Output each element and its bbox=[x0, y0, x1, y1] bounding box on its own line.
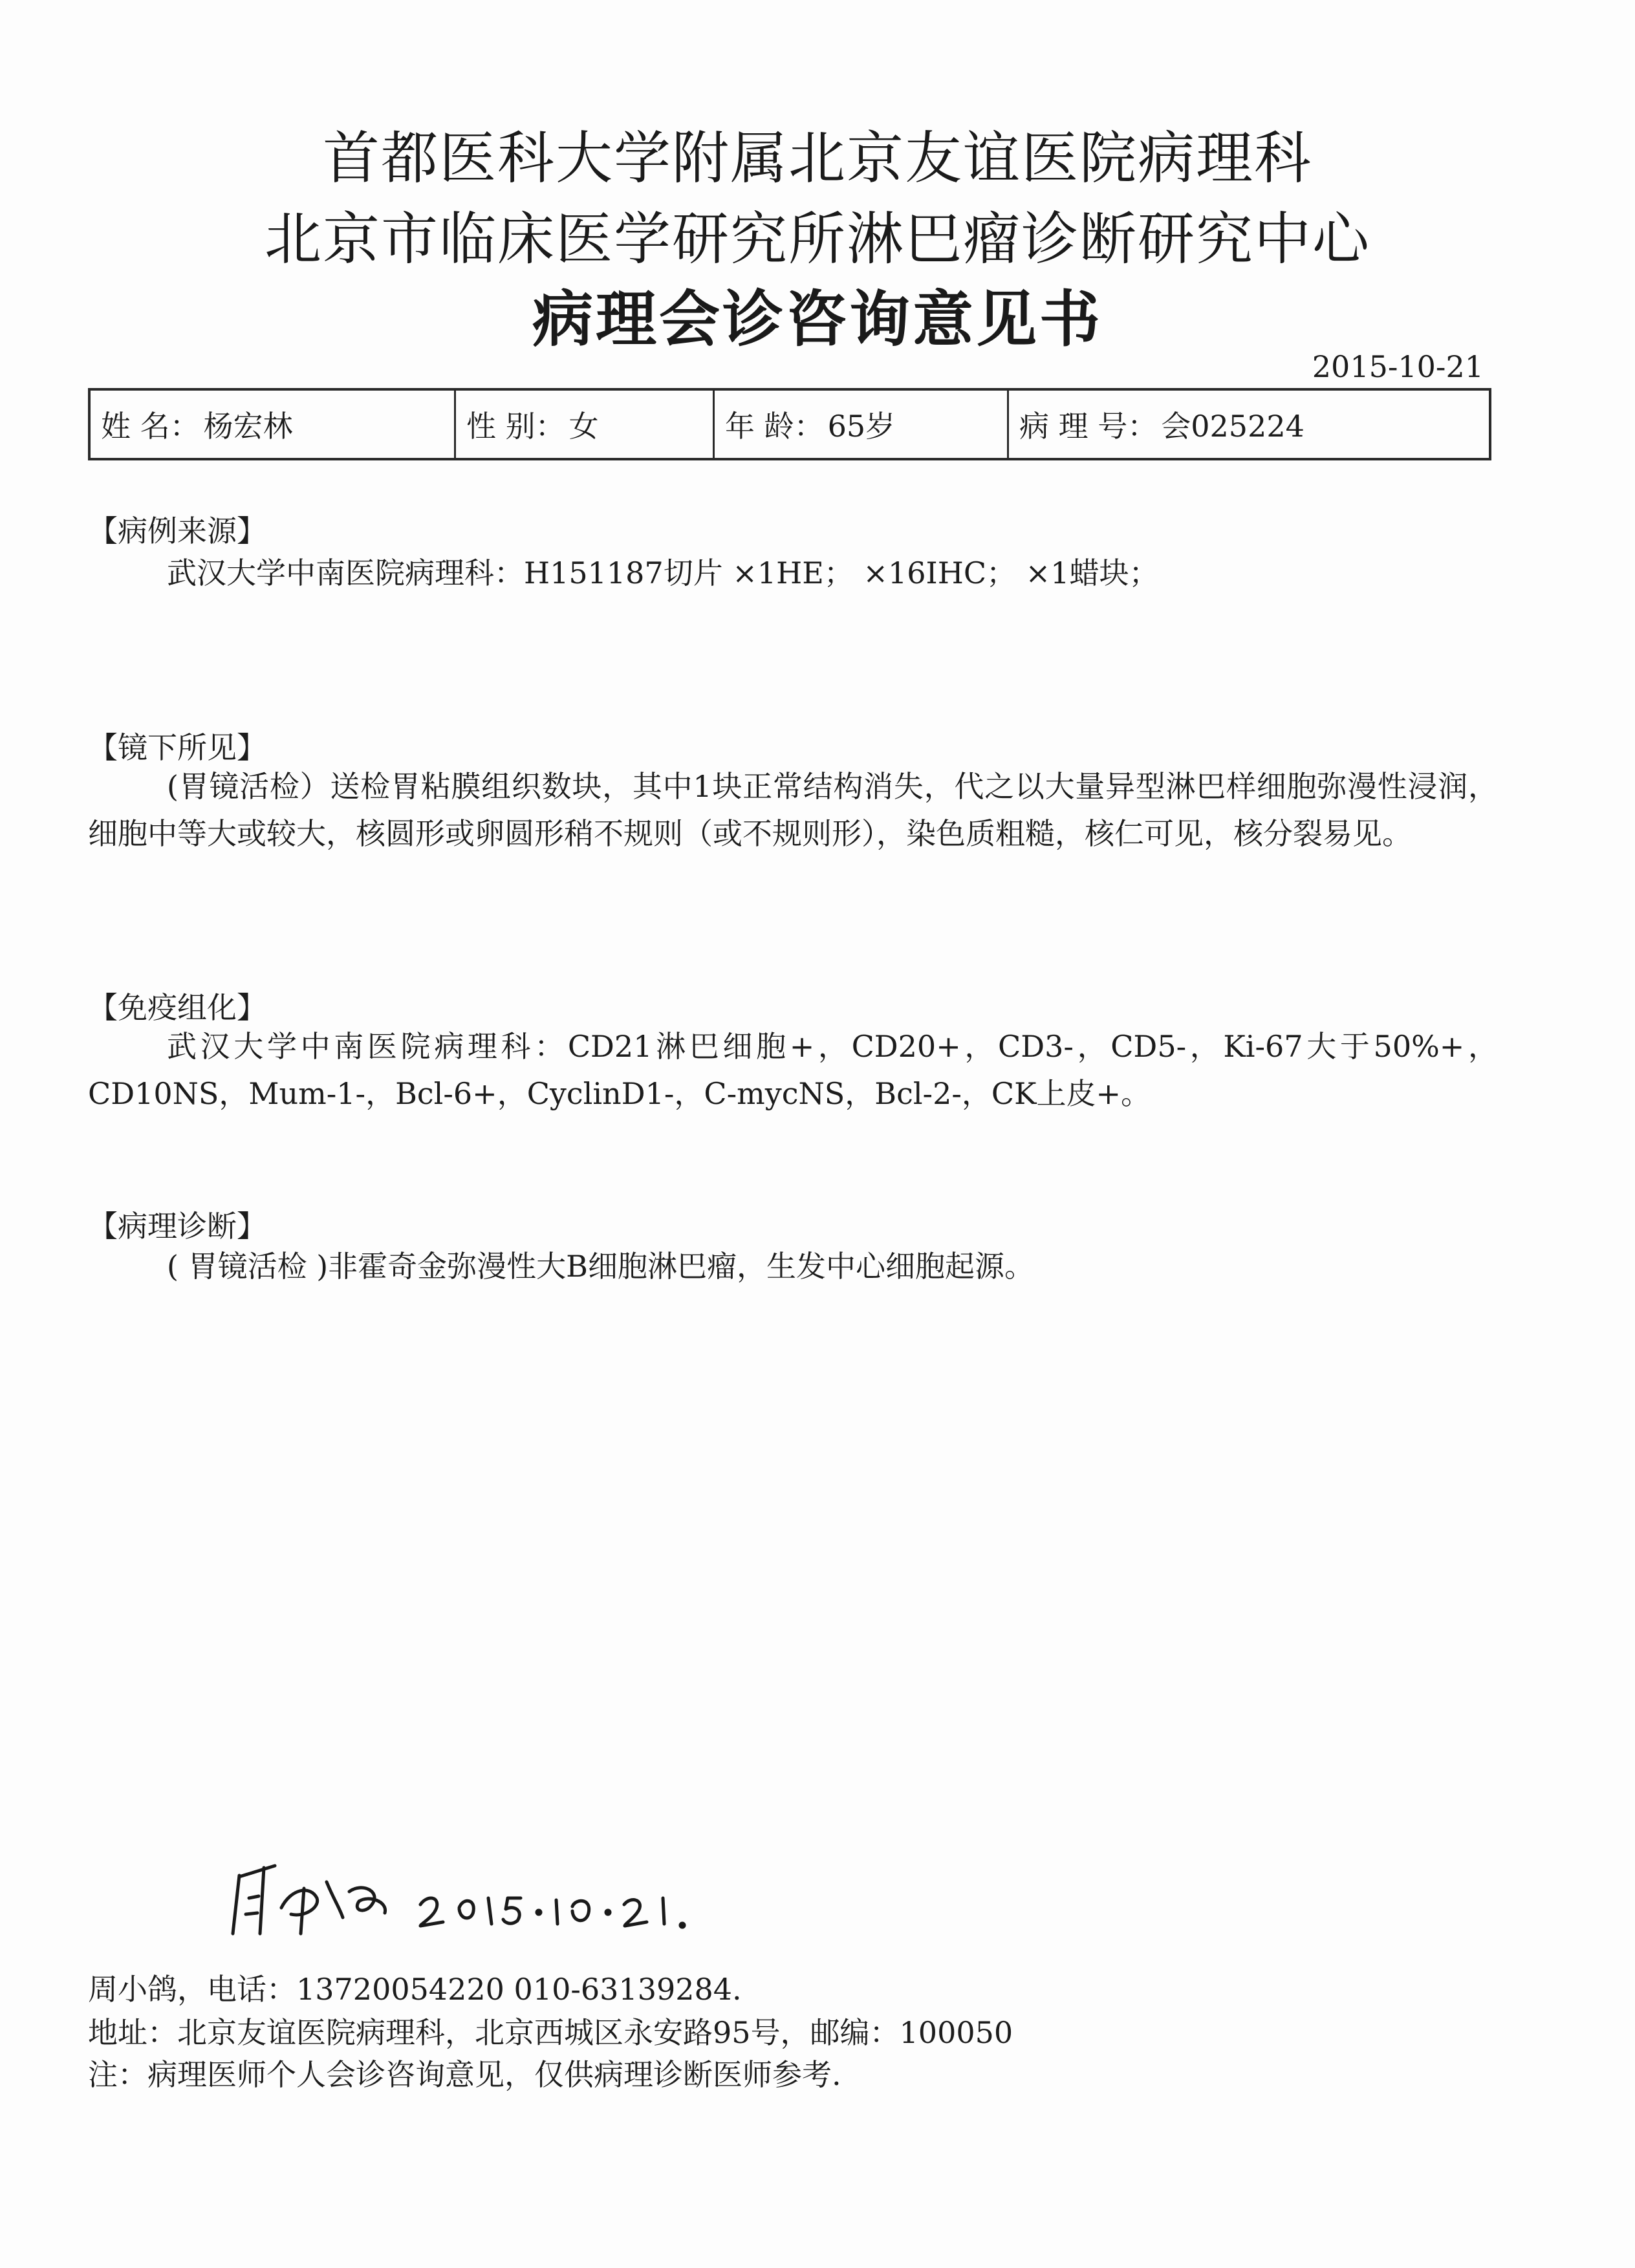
signature-drawing bbox=[213, 1837, 796, 1960]
pathology-number-cell bbox=[1009, 391, 1489, 458]
section-title-microscopy: 【镜下所见】 bbox=[88, 730, 266, 765]
age-cell bbox=[715, 391, 1009, 458]
document-title: 病理会诊咨询意见书 bbox=[532, 284, 1103, 355]
address-info: 地址：北京友谊医院病理科，北京西城区永安路95号，邮编：100050 bbox=[88, 2015, 1013, 2050]
report-date: 2015-10-21 bbox=[1312, 349, 1484, 384]
section-title-immunohistochemistry: 【免疫组化】 bbox=[88, 990, 266, 1025]
sex-label: 性 别： bbox=[466, 409, 565, 444]
section-title-source: 【病例来源】 bbox=[88, 513, 266, 548]
pathology-number: 会025224 bbox=[1161, 409, 1305, 444]
section-text-source: 武汉大学中南医院病理科：H151187切片 ×1HE； ×16IHC； ×1蜡块； bbox=[167, 556, 1159, 590]
pathology-number-label: 病 理 号： bbox=[1019, 409, 1158, 444]
contact-info: 周小鸽，电话：13720054220 010-63139284. bbox=[88, 1972, 742, 2007]
patient-sex: 女 bbox=[568, 409, 599, 444]
hospital-name: 首都医科大学附属北京友谊医院病理科 bbox=[322, 125, 1312, 191]
sex-cell bbox=[456, 391, 715, 458]
handwritten-signature bbox=[213, 1837, 796, 1960]
section-title-diagnosis: 【病理诊断】 bbox=[88, 1209, 266, 1244]
section-text-immunohistochemistry: 武汉大学中南医院病理科：CD21淋巴细胞+，CD20+，CD3-，CD5-，Ki-67大于50%+，CD10NS，Mum-1-，Bcl-6+，CyclinD1-，C-mycNS，Bcl-2-，CK上皮+。 bbox=[88, 1029, 1498, 1111]
institute-name: 北京市临床医学研究所淋巴瘤诊断研究中心 bbox=[264, 206, 1370, 272]
name-cell bbox=[91, 391, 456, 458]
patient-info-table bbox=[88, 388, 1491, 460]
age-label: 年 龄： bbox=[725, 409, 824, 444]
section-text-diagnosis: ( 胃镜活检 )非霍奇金弥漫性大B细胞淋巴瘤，生发中心细胞起源。 bbox=[167, 1249, 1034, 1284]
disclaimer-note: 注：病理医师个人会诊咨询意见，仅供病理诊断医师参考. bbox=[88, 2057, 841, 2092]
section-text-microscopy: (胃镜活检）送检胃粘膜组织数块，其中1块正常结构消失，代之以大量异型淋巴样细胞弥漫性浸润，细胞中等大或较大，核圆形或卵圆形稍不规则（或不规则形），染色质粗糙，核仁可见，核分裂易见。 bbox=[88, 769, 1498, 851]
patient-age: 65岁 bbox=[827, 409, 896, 444]
name-label: 姓 名： bbox=[101, 409, 200, 444]
patient-name: 杨宏林 bbox=[203, 409, 293, 444]
